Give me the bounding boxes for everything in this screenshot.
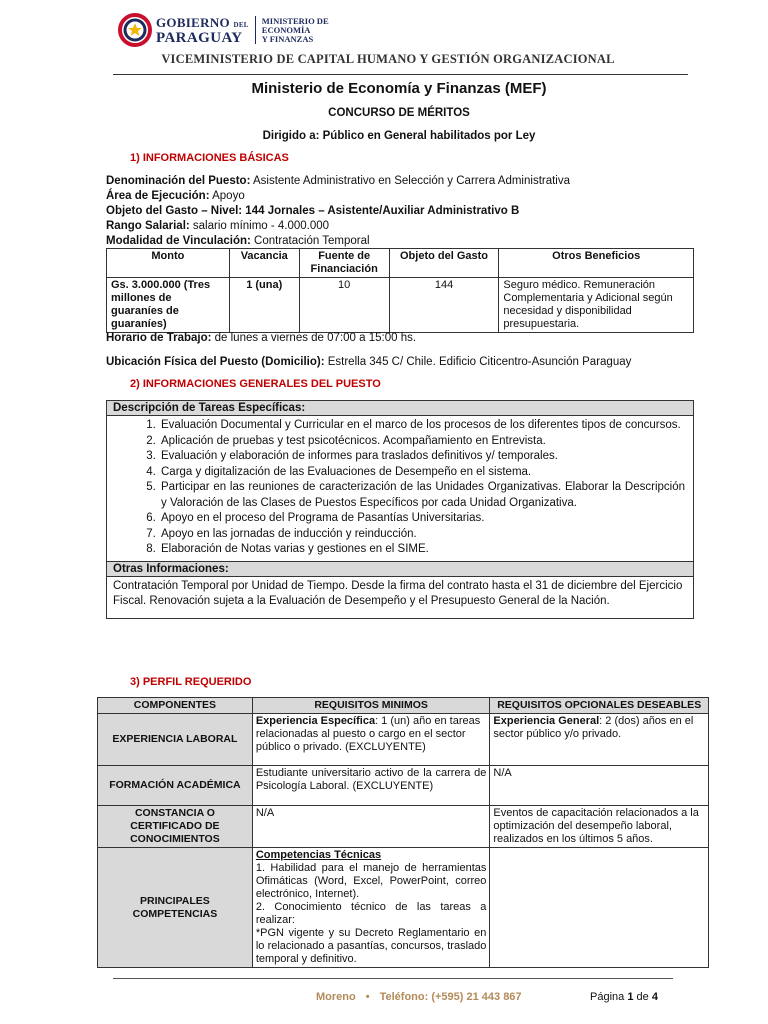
list-item: 5. Participar en las reuniones de caracterización de las Unidades Organizativas. Elaborar la Descripción y Valoración de las Clases de Puestos Específicos por cada Unidad Organizativa.	[159, 480, 685, 511]
ubicacion-line: Ubicación Física del Puesto (Domicilio): Estrella 345 C/ Chile. Edificio Citicentro-Asunción Paraguay	[106, 356, 632, 368]
opt-req-cell: N/A	[490, 766, 709, 806]
column-header: REQUISITOS MINIMOS	[252, 698, 490, 714]
beneficios-cell: Seguro médico. Remuneración Complementaria y Adicional según necesidad y disponibilidad presupuestaria.	[499, 278, 694, 333]
column-header: Monto	[107, 249, 230, 278]
page-number: Página 1 de 4	[590, 991, 658, 1003]
opt-req-cell: Eventos de capacitación relacionados a la optimización del desempeño laboral, realizados en los últimos 5 años.	[490, 806, 709, 848]
fuente-cell: 10	[299, 278, 389, 333]
section-heading-perfil: 3) PERFIL REQUERIDO	[130, 676, 252, 688]
page-title: Ministerio de Economía y Finanzas (MEF)	[251, 80, 547, 97]
min-req-cell: Estudiante universitario activo de la carrera de Psicología Laboral. (EXCLUYENTE)	[252, 766, 490, 806]
modalidad-line: Modalidad de Vinculación: Contratación Temporal	[106, 235, 370, 247]
tasks-list	[107, 416, 693, 561]
section-heading-basic: 1) INFORMACIONES BÁSICAS	[130, 152, 289, 164]
monto-cell: Gs. 3.000.000 (Tres millones de guaraníes de guaraníes)	[107, 278, 230, 333]
logo-divider	[255, 16, 256, 44]
tasks-header: Descripción de Tareas Específicas:	[107, 401, 693, 416]
list-item: 6. Apoyo en el proceso del Programa de Pasantías Universitarias.	[159, 511, 685, 527]
objeto-line: Objeto del Gasto – Nivel: 144 Jornales – Asistente/Auxiliar Administrativo B	[106, 205, 520, 217]
horario-line: Horario de Trabajo: de lunes a viernes de 07:00 a 15:00 hs.	[106, 332, 417, 344]
min-req-cell: Competencias Técnicas 1. Habilidad para el manejo de herramientas Ofimáticas (Word, Excel, PowerPoint, correo electrónico, Internet). 2. Conocimiento técnico de las tareas a realizar: *PGN vigente y su Decreto Reglamentario en lo relacionado a pasantías, concursos, traslado temporal y definitivo.	[252, 848, 490, 968]
audience-line: Dirigido a: Público en General habilitados por Ley	[262, 130, 536, 142]
gobierno-wordmark: GOBIERNO DEL PARAGUAY	[156, 14, 249, 46]
min-req-cell: N/A	[252, 806, 490, 848]
table-row	[98, 766, 709, 806]
table-row	[98, 714, 709, 766]
component-cell: FORMACIÓN ACADÉMICA	[98, 766, 253, 806]
opt-req-cell: Experiencia General: 2 (dos) años en el sector público y/o privado.	[490, 714, 709, 766]
footer-phone: Teléfono: (+595) 21 443 867	[379, 991, 522, 1003]
profile-table	[97, 697, 709, 968]
column-header: COMPONENTES	[98, 698, 253, 714]
star-seal-icon	[118, 13, 152, 47]
column-header: Objeto del Gasto	[389, 249, 499, 278]
tasks-box	[106, 400, 694, 619]
denominacion-line: Denominación del Puesto: Asistente Administrativo en Selección y Carrera Administrativa	[106, 175, 571, 187]
vacancia-cell: 1 (una)	[229, 278, 299, 333]
column-header: REQUISITOS OPCIONALES DESEABLES	[490, 698, 709, 714]
objeto-cell: 144	[389, 278, 499, 333]
list-item: 1. Evaluación Documental y Curricular en el marco de los procesos de los diferentes tipos de concursos.	[159, 418, 685, 434]
component-cell: CONSTANCIA O CERTIFICADO DE CONOCIMIENTOS	[98, 806, 253, 848]
table-header-row	[107, 249, 694, 278]
salary-table	[106, 248, 694, 333]
footer-contact	[316, 991, 522, 1003]
column-header: Vacancia	[229, 249, 299, 278]
government-logo	[118, 13, 329, 47]
opt-req-cell	[490, 848, 709, 968]
column-header: Fuente de Financiación	[299, 249, 389, 278]
footer-rule	[113, 978, 673, 979]
page-header	[0, 0, 768, 80]
concurso-subtitle: CONCURSO DE MÉRITOS	[328, 107, 470, 119]
column-header: Otros Beneficios	[499, 249, 694, 278]
header-rule	[113, 74, 688, 75]
component-cell: PRINCIPALES COMPETENCIAS	[98, 848, 253, 968]
list-item: 4. Carga y digitalización de las Evaluaciones de Desempeño en el sistema.	[159, 465, 685, 481]
area-line: Área de Ejecución: Apoyo	[106, 190, 245, 202]
section-heading-general: 2) INFORMACIONES GENERALES DEL PUESTO	[130, 378, 381, 390]
list-item: 7. Apoyo en las jornadas de inducción y reinducción.	[159, 527, 685, 543]
table-row	[98, 806, 709, 848]
otras-text: Contratación Temporal por Unidad de Tiempo. Desde la firma del contrato hasta el 31 de diciembre del Ejercicio Fiscal. Renovación sujeta a la Evaluación de Desempeño y el Presupuesto General de la Nación.	[113, 579, 683, 607]
list-item: 3. Evaluación y elaboración de informes para traslados definitivos y/ temporales.	[159, 449, 685, 465]
table-row	[98, 848, 709, 968]
footer-location: Moreno	[316, 991, 356, 1003]
table-row	[107, 278, 694, 333]
min-req-cell: Experiencia Específica: 1 (un) año en tareas relacionadas al puesto o cargo en el sector público o privado. (EXCLUYENTE)	[252, 714, 490, 766]
bullet-separator: •	[365, 991, 370, 1003]
ministerio-wordmark: MINISTERIO DE ECONOMÍA Y FINANZAS	[261, 15, 329, 44]
rango-line: Rango Salarial: salario mínimo - 4.000.000	[106, 220, 330, 232]
list-item: 2. Aplicación de pruebas y test psicotécnicos. Acompañamiento en Entrevista.	[159, 434, 685, 450]
table-header-row	[98, 698, 709, 714]
viceministerio-heading: VICEMINISTERIO DE CAPITAL HUMANO Y GESTIÓN ORGANIZACIONAL	[161, 52, 615, 66]
basic-info-block	[106, 174, 570, 249]
otras-header: Otras Informaciones:	[107, 561, 693, 577]
list-item: 8. Elaboración de Notas varias y gestiones en el SIME.	[159, 542, 685, 558]
component-cell: EXPERIENCIA LABORAL	[98, 714, 253, 766]
